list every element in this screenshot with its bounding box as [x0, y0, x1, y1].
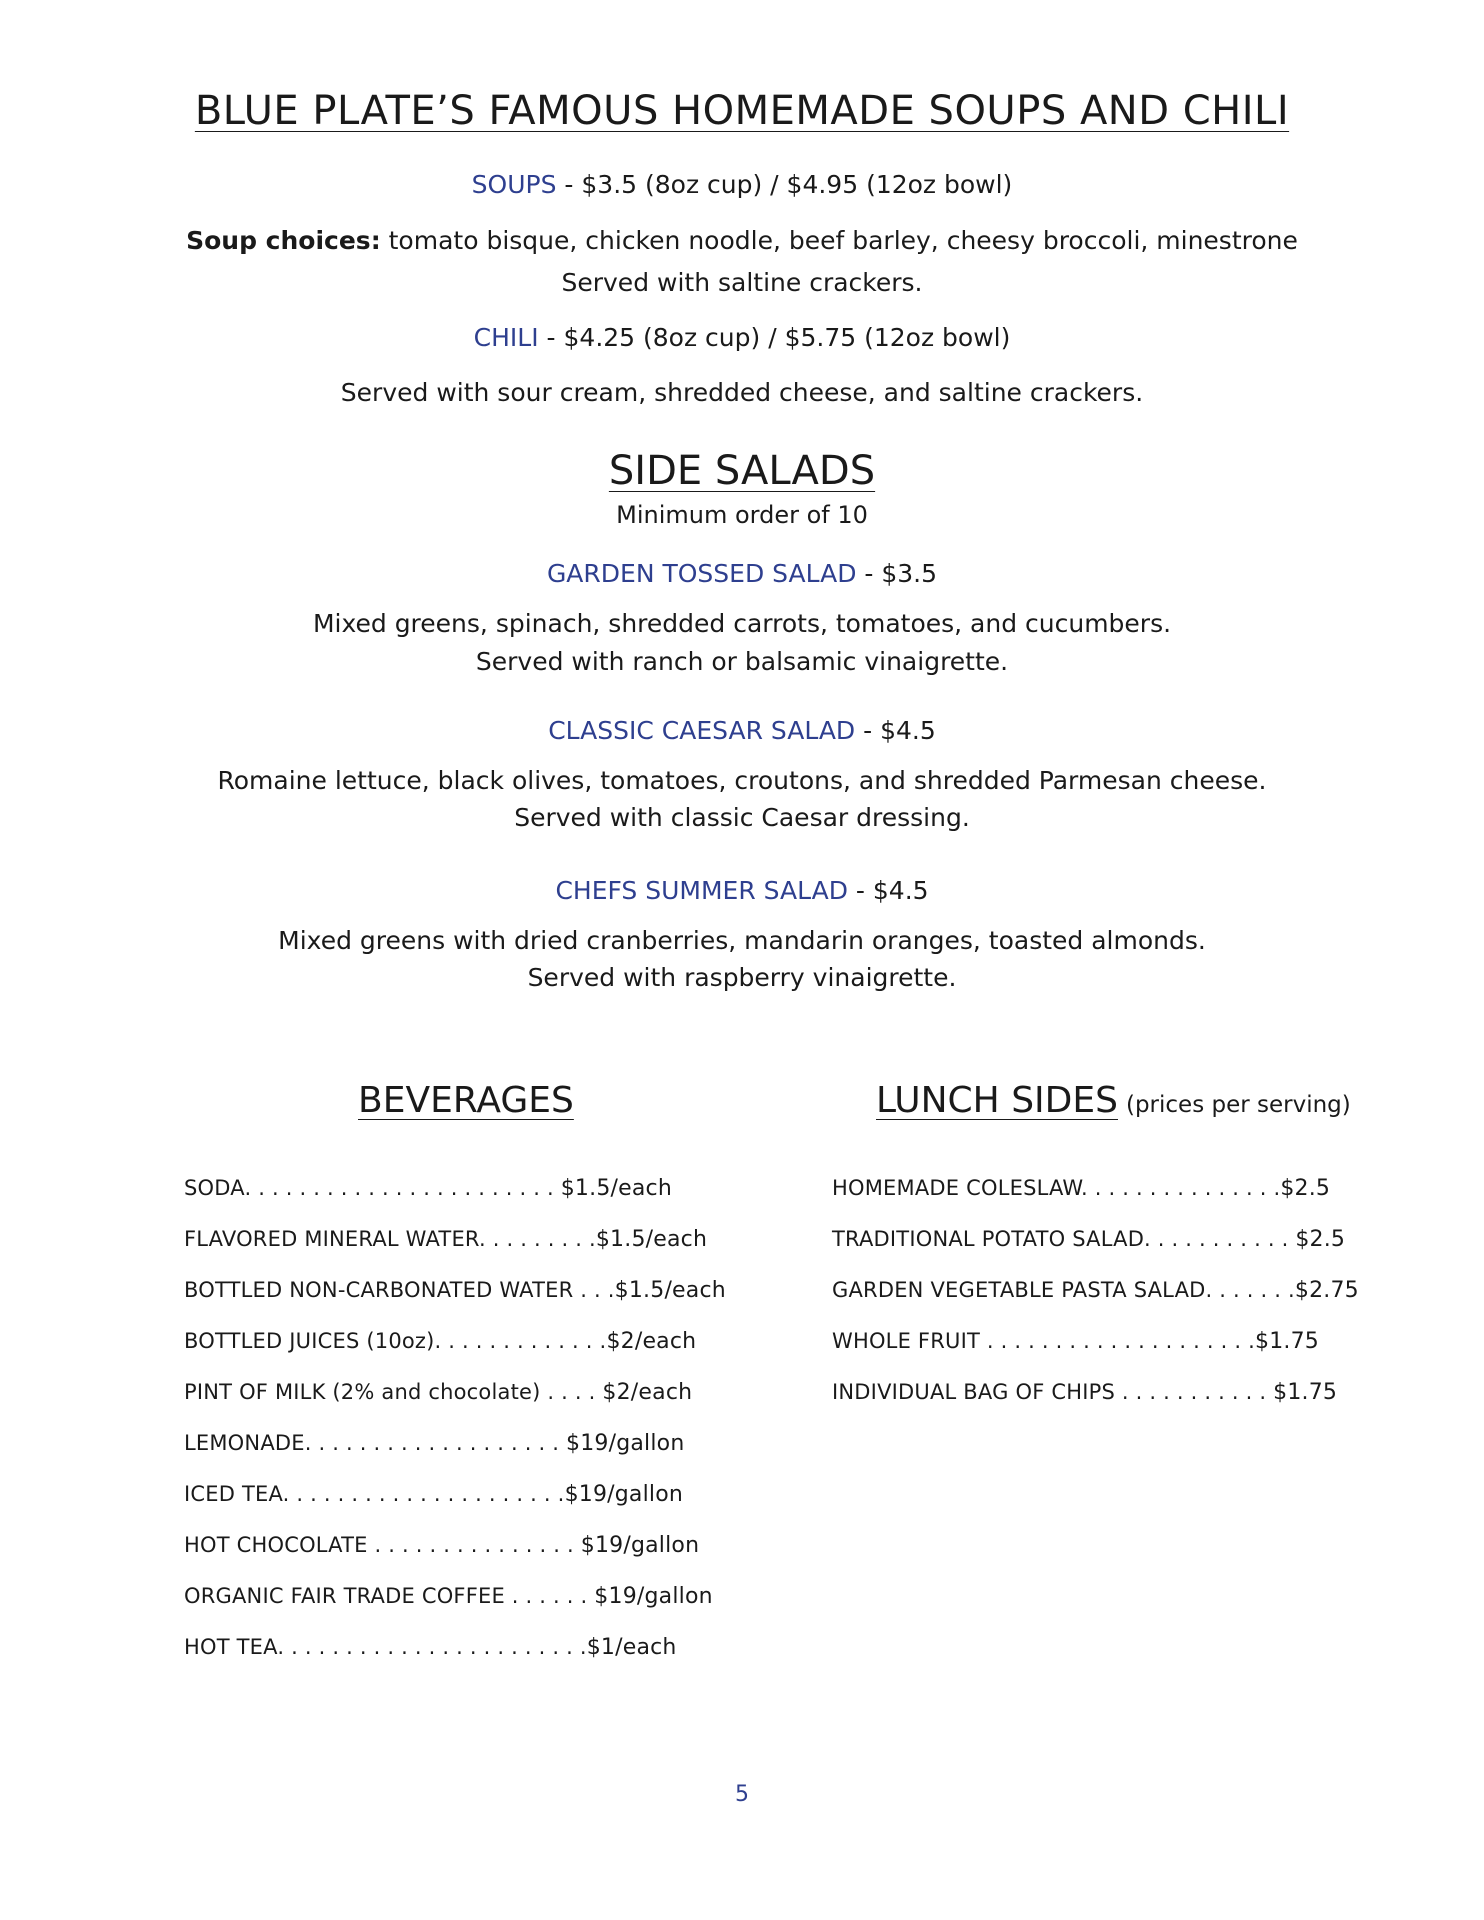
item-label: HOMEMADE COLESLAW. . . . . . . . . . . . . . . [832, 1176, 1281, 1200]
item-label: GARDEN VEGETABLE PASTA SALAD. . . . . . . [832, 1278, 1295, 1302]
item-label: ICED TEA. . . . . . . . . . . . . . . . . . . . . [184, 1482, 565, 1506]
soups-name: SOUPS [471, 170, 557, 199]
salad-description: Romaine lettuce, black olives, tomatoes, croutons, and shredded Parmesan cheese. [217, 766, 1267, 795]
item-label: FLAVORED MINERAL WATER. . . . . . . . . [184, 1227, 596, 1251]
item-price: $2.75 [1294, 1278, 1359, 1303]
item-label: HOT TEA. . . . . . . . . . . . . . . . . . . . . . . [184, 1635, 587, 1659]
item-price: $2.5 [1295, 1227, 1346, 1252]
salad-serving-note: Served with ranch or balsamic vinaigrette. [475, 647, 1009, 676]
item-price: $19/gallon [594, 1584, 713, 1609]
item-label: PINT OF MILK (2% and chocolate) . . . . [184, 1380, 603, 1404]
beverages-title-text: BEVERAGES [358, 1080, 574, 1121]
item-label: WHOLE FRUIT . . . . . . . . . . . . . . . . . . . . [832, 1329, 1256, 1353]
side-salads-title: SIDE SALADS [608, 448, 876, 494]
item-label: TRADITIONAL POTATO SALAD. . . . . . . . . . . [832, 1227, 1296, 1251]
lunch-sides-note: (prices per serving) [1125, 1092, 1351, 1118]
item-label: LEMONADE. . . . . . . . . . . . . . . . . . . [184, 1431, 566, 1455]
chili-price: - $4.25 (8oz cup) / $5.75 (12oz bowl) [538, 323, 1011, 352]
list-item [832, 1329, 1359, 1380]
list-item [184, 1380, 726, 1431]
item-price: $19/gallon [566, 1431, 685, 1456]
list-item [832, 1227, 1359, 1278]
list-item [184, 1533, 726, 1584]
list-item [832, 1380, 1359, 1431]
item-label: HOT CHOCOLATE . . . . . . . . . . . . . . . [184, 1533, 581, 1557]
item-label: BOTTLED JUICES (10oz). . . . . . . . . . . . . [184, 1329, 607, 1353]
list-item [832, 1278, 1359, 1329]
item-price: $19/gallon [580, 1533, 700, 1558]
list-item [832, 1176, 1359, 1227]
salad-item-name-line [0, 876, 1484, 905]
salad-item-name-line [0, 716, 1484, 745]
item-price: $2.5 [1280, 1176, 1331, 1201]
list-item [184, 1227, 726, 1278]
list-item [184, 1278, 726, 1329]
salad-price: - $4.5 [855, 716, 936, 745]
soup-choices-list: tomato bisque, chicken noodle, beef barley, cheesy broccoli, minestrone [380, 226, 1298, 255]
page-number: 5 [735, 1782, 749, 1807]
salad-price: - $4.5 [847, 876, 929, 905]
salad-serving-note: Served with classic Caesar dressing. [514, 803, 970, 832]
item-price: $1.5/each [560, 1176, 672, 1201]
item-price: $1.75 [1273, 1380, 1338, 1405]
page-title: BLUE PLATE’S FAMOUS HOMEMADE SOUPS AND CHILI [194, 88, 1290, 134]
salad-price: - $3.5 [856, 559, 938, 588]
item-price: $2/each [606, 1329, 697, 1354]
soup-choices-label: Soup choices: [186, 226, 381, 255]
soups-line [0, 170, 1484, 199]
list-item [184, 1482, 726, 1533]
soups-price: - $3.5 (8oz cup) / $4.95 (12oz bowl) [556, 170, 1013, 199]
item-label: INDIVIDUAL BAG OF CHIPS . . . . . . . . . . . [832, 1380, 1274, 1404]
salad-name: CLASSIC CAESAR SALAD [548, 716, 856, 745]
lunch-sides-title [876, 1080, 1351, 1121]
salad-name: GARDEN TOSSED SALAD [546, 559, 857, 588]
lunch-sides-list [832, 1176, 1359, 1431]
side-salads-note: Minimum order of 10 [616, 501, 868, 529]
item-label: SODA. . . . . . . . . . . . . . . . . . . . . . . [184, 1176, 561, 1200]
item-price: $1/each [586, 1635, 677, 1660]
chili-name: CHILI [473, 323, 539, 352]
list-item [184, 1584, 726, 1635]
salad-name: CHEFS SUMMER SALAD [555, 876, 848, 905]
salad-item-name-line [0, 559, 1484, 588]
item-price: $2/each [602, 1380, 693, 1405]
salad-serving-note: Served with raspberry vinaigrette. [527, 963, 957, 992]
beverages-title [358, 1080, 574, 1121]
item-price: $19/gallon [564, 1482, 684, 1507]
item-price: $1.5/each [595, 1227, 708, 1252]
beverages-list [184, 1176, 726, 1686]
salad-description: Mixed greens, spinach, shredded carrots, tomatoes, and cucumbers. [312, 609, 1172, 638]
chili-served: Served with sour cream, shredded cheese, and saltine crackers. [340, 378, 1144, 407]
salad-description: Mixed greens with dried cranberries, mandarin oranges, toasted almonds. [278, 926, 1206, 955]
list-item [184, 1329, 726, 1380]
list-item [184, 1431, 726, 1482]
list-item [184, 1176, 726, 1227]
item-label: ORGANIC FAIR TRADE COFFEE . . . . . . [184, 1584, 595, 1608]
lunch-sides-title-text: LUNCH SIDES [876, 1080, 1118, 1121]
item-price: $1.5/each [614, 1278, 726, 1303]
item-price: $1.75 [1255, 1329, 1319, 1354]
chili-line [0, 323, 1484, 352]
soup-choices [0, 222, 1484, 259]
soups-served: Served with saltine crackers. [561, 268, 923, 297]
list-item [184, 1635, 726, 1686]
item-label: BOTTLED NON-CARBONATED WATER . . . [184, 1278, 615, 1302]
